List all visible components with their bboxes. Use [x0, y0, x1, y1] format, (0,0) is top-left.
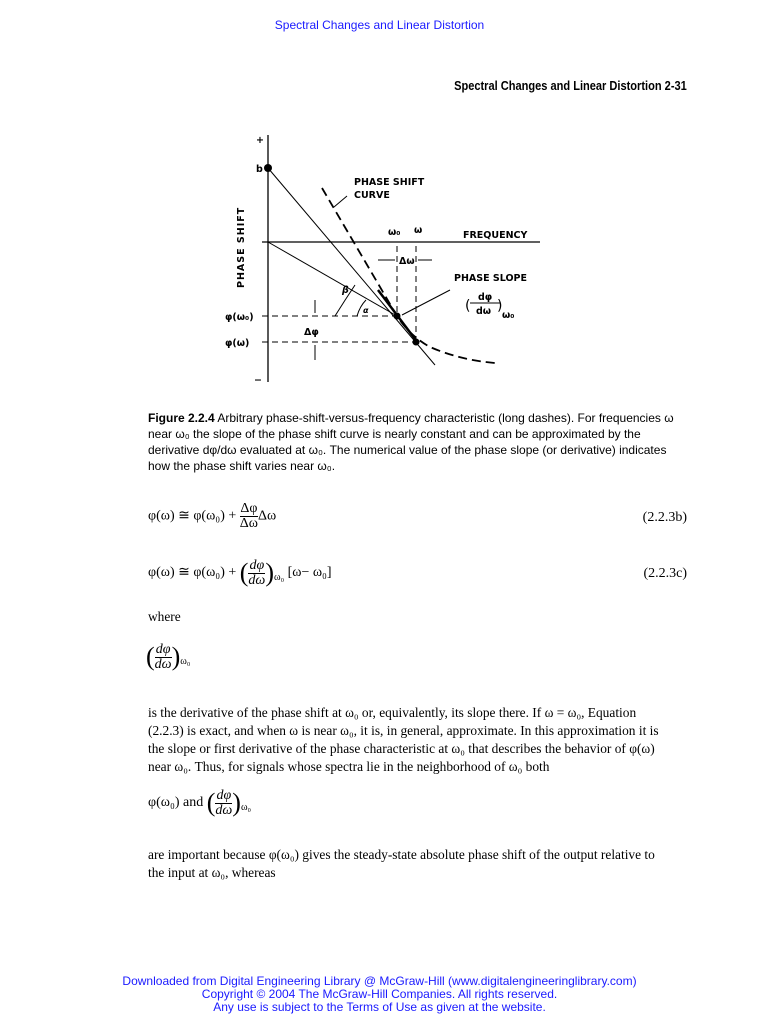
deriv-sub: ω₀ [180, 656, 191, 668]
footer-terms-link[interactable]: Any use is subject to the Terms of Use as given at the website. [213, 1000, 546, 1014]
figure-caption [148, 410, 688, 474]
delta-omega-label: Δω [399, 256, 415, 267]
paragraph-line: are important because φ(ω₀) gives the steady-state absolute phase shift of the output relative to [148, 847, 655, 862]
inline-sub: ω₀ [240, 802, 252, 814]
equation-2-2-3c: φ(ω) ≅ φ(ω₀) + ( $\frac{d\varphi}{d\omega}$ )$_{\omega_0}$ [ω− ω₀] [148, 557, 332, 588]
footer [0, 975, 759, 1014]
omega-point [413, 339, 420, 346]
inline-den: dω [215, 802, 233, 818]
footer-download-link[interactable]: Downloaded from Digital Engineering Library @ McGraw-Hill (www.digitalengineeringlibrary.com) [122, 974, 637, 988]
slope-sub: ω₀ [502, 310, 515, 321]
eq-c-den: dω [248, 572, 266, 588]
deriv-den: dω [154, 656, 172, 672]
equation-2-2-3b [148, 502, 276, 531]
eq-b-den: Δω [239, 516, 258, 531]
eq-c-sub: ω₀ [273, 572, 285, 584]
inline-lhs: φ(ω₀) and [148, 795, 207, 811]
omega0-label: ω₀ [388, 227, 401, 238]
deriv-num: dφ [155, 641, 171, 657]
equation-number-b: (2.2.3b) [642, 510, 687, 525]
omega0-point [394, 313, 401, 320]
slope-num: dφ [478, 292, 493, 303]
eq-b-tail: Δω [257, 508, 277, 524]
phi-w0-label: φ(ω₀) [225, 312, 254, 323]
y-axis-label: PHASE SHIFT [236, 206, 247, 288]
paragraph-2 [148, 846, 655, 882]
paragraph-line: the input at ω₀, whereas [148, 865, 276, 880]
frequency-label: FREQUENCY [463, 230, 528, 241]
delta-phi-label: Δφ [304, 327, 319, 338]
curve-label-2: CURVE [354, 190, 390, 201]
curve-label: PHASE SHIFT [354, 177, 425, 188]
footer-copyright-link[interactable]: Copyright © 2004 The McGraw-Hill Companies. All rights reserved. [201, 987, 558, 1001]
eq-c-tail: [ω− ω₀] [287, 565, 332, 581]
inline-num: dφ [216, 787, 232, 803]
b-point [264, 164, 272, 172]
paragraph-line: (2.2.3) is exact, and when ω is near ω₀, it is, in general, approximate. In this approximation it is [148, 723, 659, 738]
beta-label: β [342, 285, 349, 296]
plus-label: + [256, 135, 264, 146]
eq-b-num: Δφ [240, 501, 258, 516]
derivative-expression: ( $\frac{d\varphi}{d\omega}$ )$_{\omega_0}$ [146, 641, 191, 672]
paragraph-1 [148, 704, 659, 776]
paragraph-line: the slope or first derivative of the phase characteristic at ω₀ that describes the behavior of φ(ω) [148, 741, 655, 756]
paragraph-line: is the derivative of the phase shift at ω₀ or, equivalently, its slope there. If ω = ω₀, Equation [148, 705, 637, 720]
where-text: where [148, 609, 181, 624]
minus-label: − [254, 375, 262, 386]
top-title-link[interactable]: Spectral Changes and Linear Distortion [274, 18, 485, 32]
svg-text:(: ( [465, 298, 471, 314]
phase-shift-figure [0, 0, 759, 400]
equation-number-c: (2.2.3c) [643, 566, 687, 581]
phi-w-label: φ(ω) [225, 338, 250, 349]
paragraph-line: near ω₀. Thus, for signals whose spectra lie in the neighborhood of ω₀ both [148, 759, 550, 774]
curve-arrow [334, 196, 347, 207]
b-label: b [256, 164, 263, 175]
slope-den: dω [476, 306, 492, 317]
eq-c-lhs: φ(ω) ≅ φ(ω₀) + [148, 565, 240, 581]
alpha-label: α [363, 306, 369, 315]
running-header: Spectral Changes and Linear Distortion 2-31 [454, 78, 687, 93]
slope-arrow [402, 290, 450, 315]
eq-c-num: dφ [249, 557, 265, 573]
caption-label: Figure 2.2.4 [148, 411, 215, 425]
origin-line [268, 242, 397, 316]
omega-label: ω [414, 225, 423, 236]
inline-expression: φ(ω₀) and ( $\frac{d\varphi}{d\omega}$ )$_{\omega_0}$ [148, 787, 252, 818]
eq-b-lhs: φ(ω) ≅ φ(ω₀) + [148, 508, 240, 524]
caption-text: Arbitrary phase-shift-versus-frequency characteristic (long dashes). For frequencies ω near ω₀ the slope of the phase shift curve is nearly constant and can be approximated by the derivative dφ/dω evaluated at ω₀. The numerical value of the phase slope (or derivative) indicates how the phase shift varies near ω₀. [148, 411, 674, 473]
phase-slope-label: PHASE SLOPE [454, 273, 527, 284]
svg-text:): ) [497, 298, 503, 314]
